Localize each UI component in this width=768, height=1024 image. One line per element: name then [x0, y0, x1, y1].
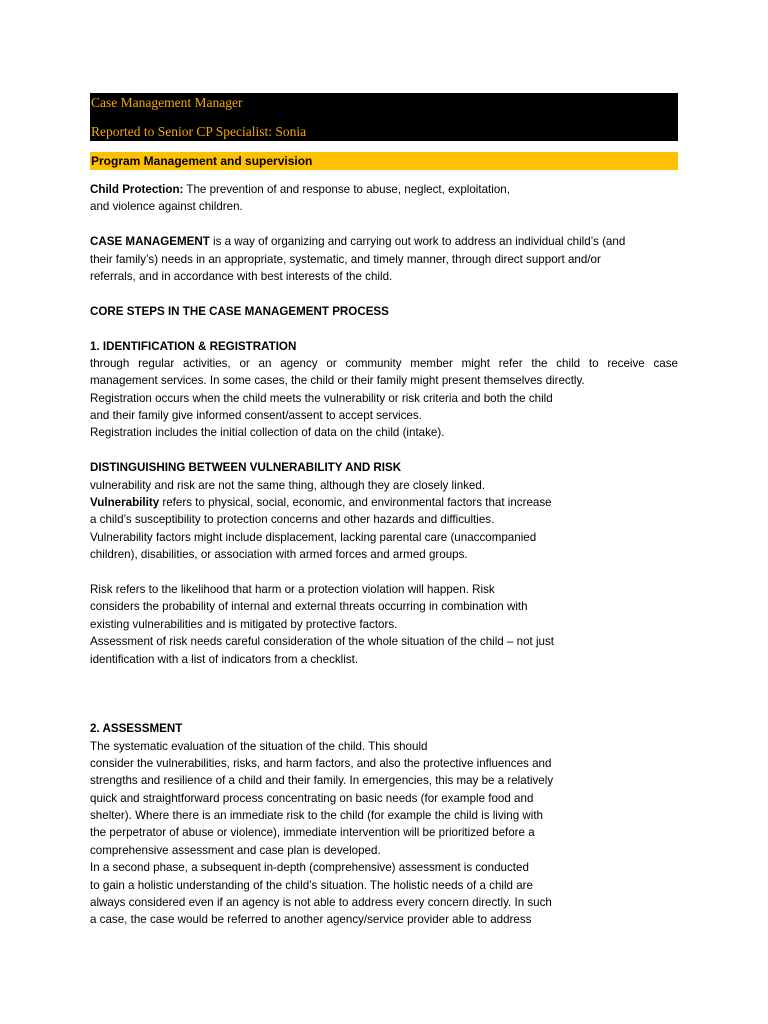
- vulnerability-label: Vulnerability: [90, 496, 160, 510]
- assessment-line: a case, the case would be referred to another agency/service provider able to address: [90, 913, 532, 927]
- assessment-line: the perpetrator of abuse or violence), immediate intervention will be prioritized before a: [90, 826, 535, 840]
- assessment-line: The systematic evaluation of the situation of the child. This should: [90, 739, 428, 753]
- assessment-line: comprehensive assessment and case plan is developed.: [90, 843, 381, 857]
- reported-to: Reported to Senior CP Specialist: Sonia: [91, 124, 307, 139]
- vulnerability-risk-line: vulnerability and risk are not the same thing, although they are closely linked.: [90, 478, 486, 492]
- identification-line: and their family give informed consent/assent to accept services.: [90, 409, 422, 423]
- identification-line: Registration occurs when the child meets the vulnerability or risk criteria and both the child: [90, 391, 553, 405]
- case-management-line-3: referrals, and in accordance with best interests of the child.: [90, 269, 393, 283]
- assessment-line: In a second phase, a subsequent in-depth (comprehensive) assessment is conducted: [90, 861, 529, 875]
- assessment-line: shelter). Where there is an immediate risk to the child (for example the child is living with: [90, 809, 543, 823]
- risk-line: considers the probability of internal and external threats occurring in combination with: [90, 600, 528, 614]
- assessment-heading: 2. ASSESSMENT: [90, 722, 183, 736]
- child-protection-label: Child Protection:: [90, 183, 184, 196]
- assessment-line: strengths and resilience of a child and their family. In emergencies, this may be a relatively: [90, 774, 554, 788]
- core-steps-heading: CORE STEPS IN THE CASE MANAGEMENT PROCESS: [90, 304, 389, 318]
- vulnerability-line: children), disabilities, or association with armed forces and armed groups.: [90, 548, 468, 562]
- identification-heading: 1. IDENTIFICATION & REGISTRATION: [90, 339, 297, 353]
- identification-line: Registration includes the initial collection of data on the child (intake).: [90, 426, 445, 440]
- vulnerability-definition-line: Vulnerability refers to physical, social, economic, and environmental factors that increase: [90, 496, 552, 510]
- identification-line: through regular activities, or an agency or community member might refer the child to receive case: [90, 356, 678, 370]
- case-management-label: CASE MANAGEMENT: [90, 235, 210, 249]
- risk-line: Risk refers to the likelihood that harm or a protection violation will happen. Risk: [90, 582, 495, 596]
- assessment-line: quick and straightforward process concentrating on basic needs (for example food and: [90, 791, 534, 805]
- job-title: Case Management Manager: [91, 95, 243, 110]
- vulnerability-line: a child’s susceptibility to protection concerns and other hazards and difficulties.: [90, 513, 495, 527]
- document-body: [90, 181, 678, 929]
- section-title-bar: [90, 152, 678, 170]
- risk-line: Assessment of risk needs careful consideration of the whole situation of the child – not just: [90, 635, 555, 649]
- vulnerability-risk-heading: DISTINGUISHING BETWEEN VULNERABILITY AND RISK: [90, 461, 402, 475]
- case-management-line-2: their family’s) needs in an appropriate, systematic, and timely manner, through direct support and/or: [90, 252, 601, 266]
- identification-line: management services. In some cases, the child or their family might present themselves directly.: [90, 374, 585, 388]
- vulnerability-line: Vulnerability factors might include displacement, lacking parental care (unaccompanied: [90, 530, 537, 544]
- child-protection-line-1: Child Protection: The prevention of and response to abuse, neglect, exploitation,: [90, 183, 510, 196]
- assessment-line: to gain a holistic understanding of the child’s situation. The holistic needs of a child are: [90, 878, 533, 892]
- child-protection-line-2: and violence against children.: [90, 200, 243, 214]
- assessment-line: consider the vulnerabilities, risks, and harm factors, and also the protective influences and: [90, 756, 552, 770]
- section-title: Program Management and supervision: [91, 154, 313, 168]
- case-management-line-1: CASE MANAGEMENT is a way of organizing and carrying out work to address an individual child’s (and: [90, 235, 626, 249]
- risk-line: identification with a list of indicators from a checklist.: [90, 652, 359, 666]
- assessment-line: always considered even if an agency is not able to address every concern directly. In such: [90, 896, 552, 910]
- risk-line: existing vulnerabilities and is mitigated by protective factors.: [90, 617, 398, 631]
